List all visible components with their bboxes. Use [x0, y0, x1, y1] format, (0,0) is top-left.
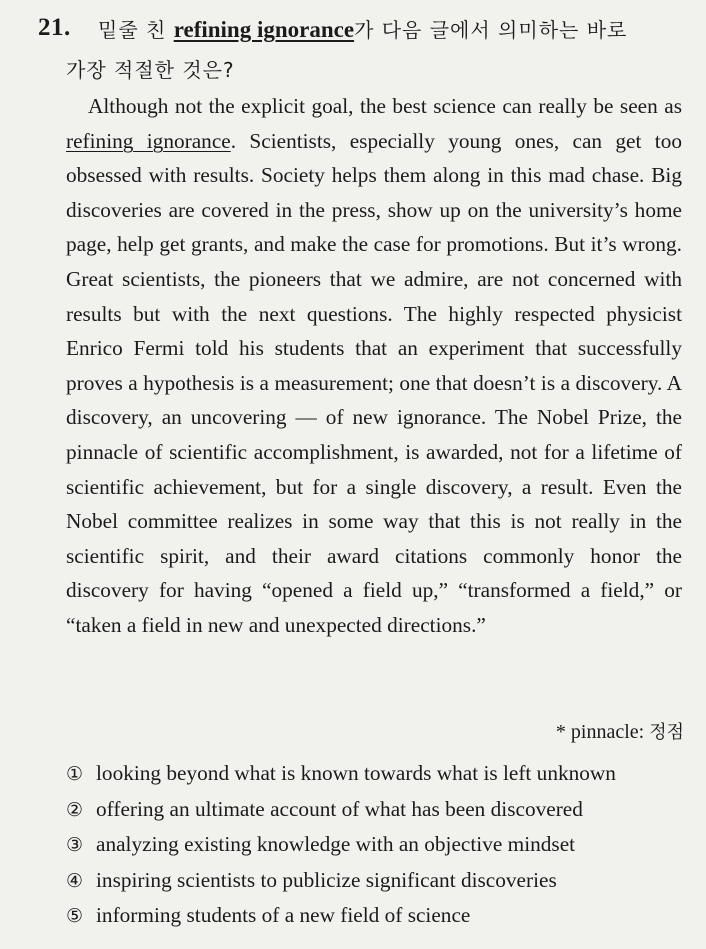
target-phrase: refining ignorance: [173, 17, 355, 42]
prompt-suffix: 가 다음 글에서 의미하는 바로: [354, 18, 628, 42]
option-text: informing students of a new field of science: [96, 903, 471, 928]
answer-options: [66, 756, 616, 934]
footnote-meaning: 정점: [649, 722, 684, 743]
question-number: 21.: [38, 14, 71, 41]
footnote-term: * pinnacle:: [555, 721, 650, 743]
footnote: [556, 718, 684, 744]
option-2[interactable]: [66, 792, 616, 828]
option-marker: ③: [66, 834, 84, 857]
question-prompt-line2: 가장 적절한 것은?: [66, 58, 235, 82]
option-marker: ④: [66, 869, 84, 892]
passage-before: Although not the explicit goal, the best science can really be seen as: [88, 94, 682, 118]
question-prompt: [98, 14, 627, 43]
option-text: offering an ultimate account of what has been discovered: [96, 796, 583, 821]
option-text: looking beyond what is known towards what is left unknown: [96, 761, 616, 785]
option-3[interactable]: [66, 827, 616, 863]
option-5[interactable]: [66, 898, 616, 934]
passage-underlined-phrase: refining ignorance: [66, 128, 231, 153]
option-marker: ②: [66, 798, 84, 821]
passage-text: [66, 89, 682, 643]
option-4[interactable]: [66, 863, 616, 899]
option-text: inspiring scientists to publicize significant discoveries: [96, 867, 557, 892]
prompt-prefix: 밑줄 친: [98, 18, 174, 42]
option-text: analyzing existing knowledge with an objective mindset: [96, 832, 576, 857]
option-marker: ⑤: [66, 905, 84, 928]
option-1[interactable]: [66, 756, 616, 792]
option-marker: ①: [66, 763, 84, 785]
passage-after: . Scientists, especially young ones, can get too obsessed with results. Society helps them along in this mad chase. Big discoveries are covered in the press, show up on the university’s home page, help get grants, and make the case for promotions. But it’s wrong. Great scientists, the pioneers that we admire, are not concerned with results but with the next questions. The highly respected physicist Enrico Fermi told his students that an experiment that successfully proves a hypothesis is a measurement; one that doesn’t is a discovery. A discovery, an uncovering — of new ignorance. The Nobel Prize, the pinnacle of scientific accomplishment, is awarded, not for a lifetime of scientific achievement, but for a single discovery, a result. Even the Nobel committee realizes in some way that this is not really in the scientific spirit, and their award citations commonly honor the discovery for having “opened a field up,” “transformed a field,” or “taken a field in new and unexpected directions.”: [66, 128, 682, 637]
